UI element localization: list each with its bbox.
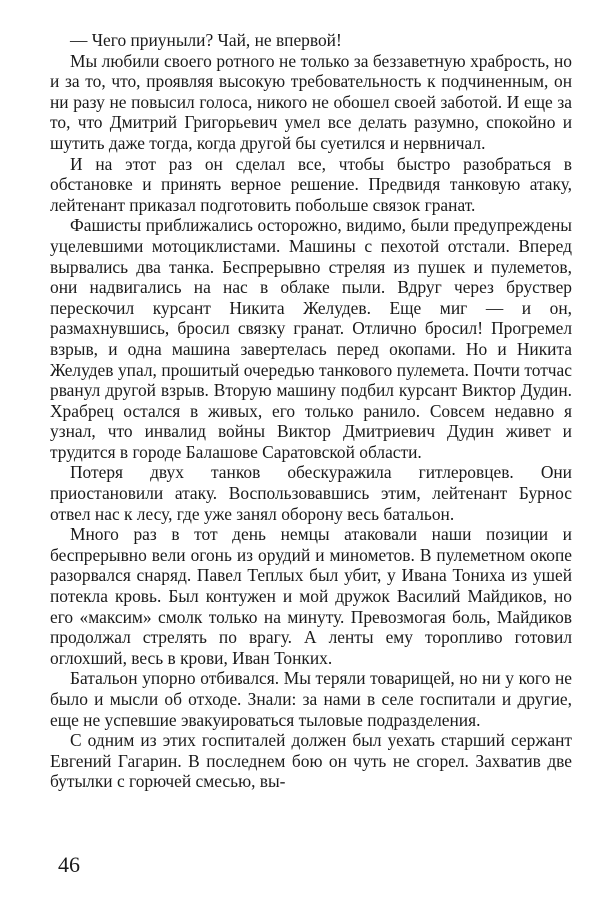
paragraph-5: Потеря двух танков обескуражила гитлеровцев. Они приостановили атаку. Воспользовавшись этим, лейтенант Бурнос отвел нас к лесу, где уже занял оборону весь батальон. bbox=[50, 462, 572, 524]
paragraph-1: — Чего приуныли? Чай, не впервой! bbox=[70, 30, 342, 50]
paragraph-7: Батальон упорно отбивался. Мы теряли товарищей, но ни у кого не было и мысли об отходе. Знали: за нами в селе госпитали и другие, еще не успевшие эвакуироваться тыловые подразделения. bbox=[50, 668, 572, 730]
page-body bbox=[50, 30, 572, 792]
page-number: 46 bbox=[58, 852, 80, 877]
paragraph-4: Фашисты приближались осторожно, видимо, были предупреждены уцелевшими мотоциклистами. Машины с пехотой отстали. Вперед вырвались два танка. Беспрерывно стреляя из пушек и пулеметов, они надвигались на нас в облаке пыли. Вдруг через бруствер перескочил курсант Никита Желудев. Еще миг — и он, размахнувшись, бросил связку гранат. Отлично бросил! Прогремел взрыв, и одна машина завертелась перед окопами. Но и Никита Желудев упал, прошитый очередью танкового пулемета. Почти тотчас рванул другой взрыв. Вторую машину подбил курсант Виктор Дудин. Храбрец остался в живых, его только ранило. Совсем недавно я узнал, что инвалид войны Виктор Дмитриевич Дудин живет и трудится в городе Балашове Саратовской области. bbox=[50, 215, 572, 462]
paragraph-2: Мы любили своего ротного не только за беззаветную храбрость, но и за то, что, проявляя высокую требовательность к подчиненным, он ни разу не повысил голоса, никого не обошел своей заботой. И еще за то, что Дмитрий Григорьевич умел все делать разумно, спокойно и шутить даже тогда, когда другой бы суетился и нервничал. bbox=[50, 50, 572, 153]
paragraph-8: С одним из этих госпиталей должен был уехать старший сержант Евгений Гагарин. В последнем бою он чуть не сгорел. Захватив две бутылки с горючей смесью, вы- bbox=[50, 730, 572, 792]
paragraph-3: И на этот раз он сделал все, чтобы быстро разобраться в обстановке и принять верное решение. Предвидя танковую атаку, лейтенант приказал подготовить побольше связок гранат. bbox=[50, 153, 572, 215]
paragraph-6: Много раз в тот день немцы атаковали наши позиции и беспрерывно вели огонь из орудий и минометов. В пулеметном окопе разорвался снаряд. Павел Теплых был убит, у Ивана Тониха из ушей потекла кровь. Был контужен и мой дружок Василий Майдиков, но его «максим» смолк только на минуту. Превозмогая боль, Майдиков продолжал стрелять по врагу. А ленты ему торопливо готовил оглохший, весь в крови, Иван Тонких. bbox=[50, 524, 572, 668]
